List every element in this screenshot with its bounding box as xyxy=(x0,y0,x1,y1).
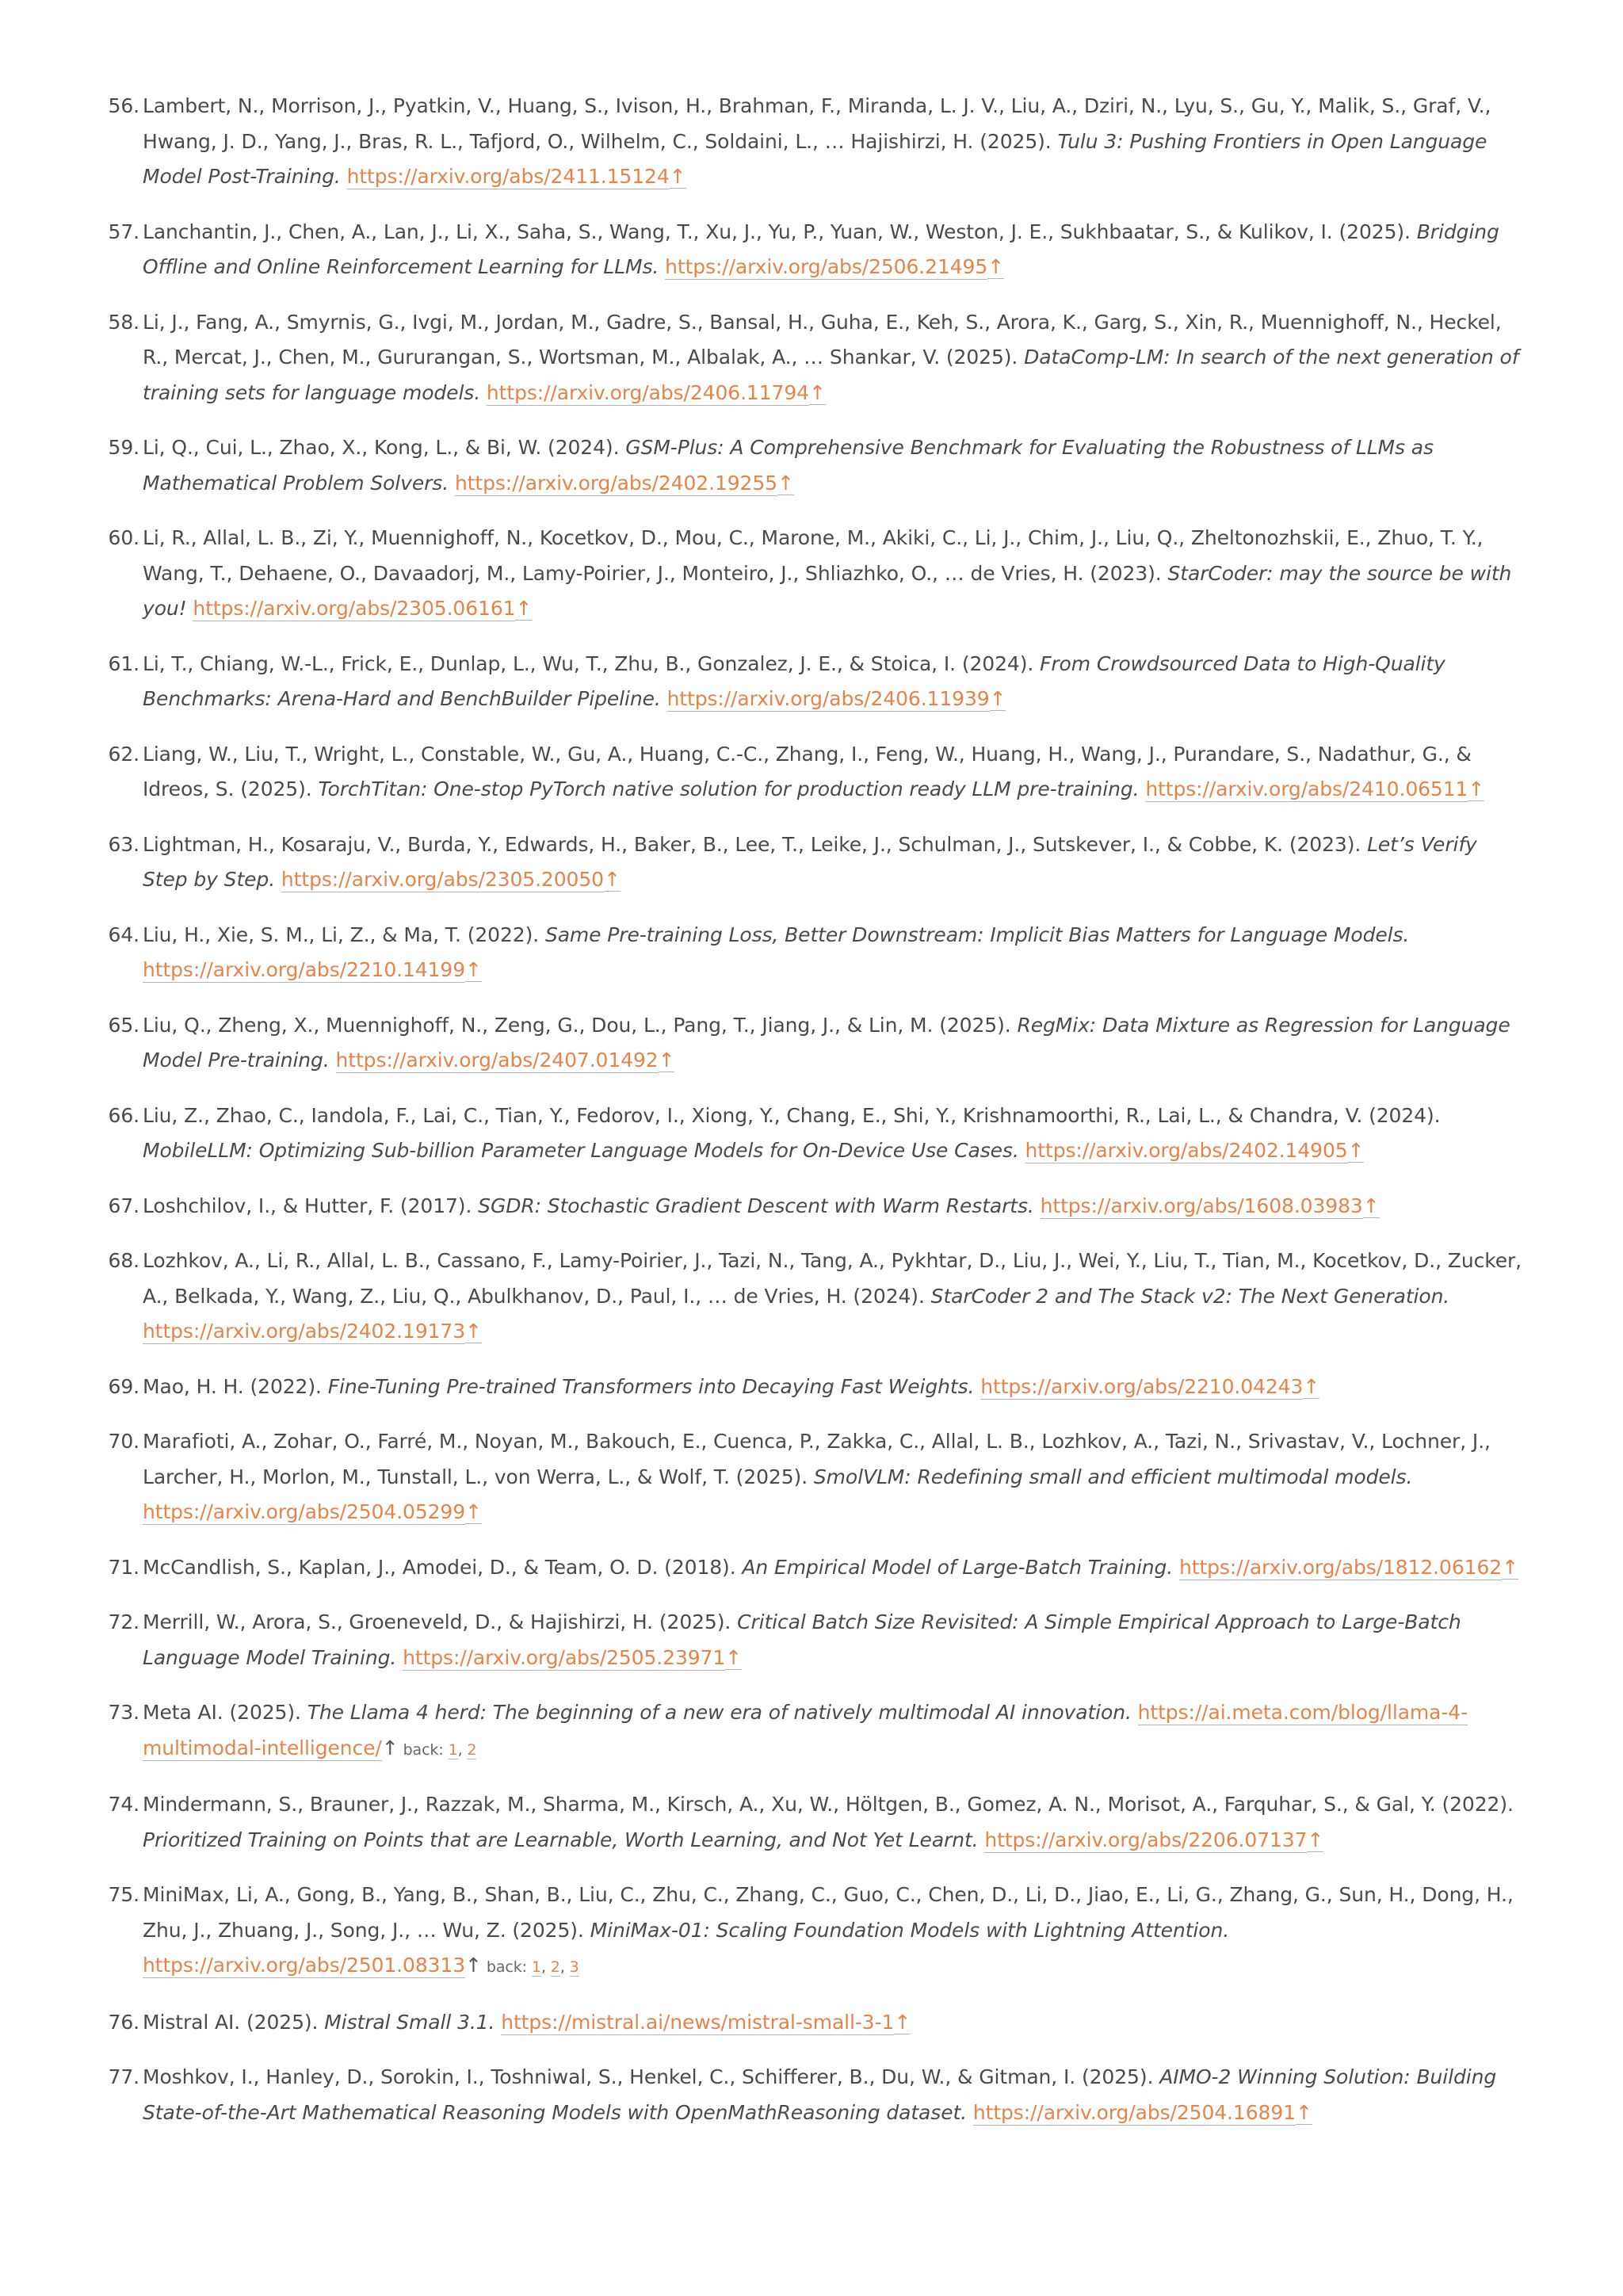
reference-number: 76. xyxy=(108,2010,139,2034)
reference-authors: Meta AI. (2025). xyxy=(143,1701,301,1724)
reference-item xyxy=(103,918,1522,988)
reference-title: Same Pre-training Loss, Better Downstream: Implicit Bias Matters for Language Models. xyxy=(544,923,1410,946)
backlink-arrow-icon[interactable]: ↑ xyxy=(808,380,826,404)
reference-title: Bridging Offline and Online Reinforcement Learning for LLMs. xyxy=(143,220,1499,278)
reference-authors: McCandlish, S., Kaplan, J., Amodei, D., & Team, O. D. (2018). xyxy=(143,1555,736,1579)
reference-item xyxy=(103,89,1522,195)
reference-number: 69. xyxy=(108,1374,139,1398)
reference-title: GSM-Plus: A Comprehensive Benchmark for Evaluating the Robustness of LLMs as Mathematical Problem Solvers. xyxy=(143,436,1434,495)
reference-number: 59. xyxy=(108,436,139,459)
backlink[interactable]: 1 xyxy=(531,1958,541,1976)
reference-number: 65. xyxy=(108,1013,139,1037)
reference-item xyxy=(103,1008,1522,1079)
reference-authors: Marafioti, A., Zohar, O., Farré, M., Noyan, M., Bakouch, E., Cuenca, P., Zakka, C., Allal, L. B., Lozhkov, A., Tazi, N., Srivastav, V., Lochner, J., Larcher, H., Morlon, M., Tunstall, L., von Werra, L., & Wolf, T. (2025). xyxy=(143,1430,1491,1488)
reference-link[interactable]: https://arxiv.org/abs/2305.20050 xyxy=(281,868,604,891)
backlink[interactable]: 2 xyxy=(467,1740,477,1759)
reference-number: 56. xyxy=(108,94,139,117)
backlink-arrow-icon[interactable]: ↑ xyxy=(465,1954,482,1977)
reference-link[interactable]: https://arxiv.org/abs/2407.01492 xyxy=(335,1049,659,1072)
reference-number: 57. xyxy=(108,220,139,243)
reference-item xyxy=(103,1244,1522,1350)
reference-number: 71. xyxy=(108,1555,139,1579)
backlink-arrow-icon[interactable]: ↑ xyxy=(465,1320,482,1343)
reference-link[interactable]: https://arxiv.org/abs/2406.11794 xyxy=(486,380,809,404)
reference-item xyxy=(103,1605,1522,1675)
reference-item xyxy=(103,1189,1522,1224)
reference-authors: Liu, H., Xie, S. M., Li, Z., & Ma, T. (2022). xyxy=(143,923,540,946)
reference-title: SGDR: Stochastic Gradient Descent with Warm Restarts. xyxy=(478,1194,1034,1217)
reference-title: Tulu 3: Pushing Frontiers in Open Language Model Post-Training. xyxy=(143,129,1487,188)
reference-number: 70. xyxy=(108,1430,139,1453)
backlink-arrow-icon[interactable]: ↑ xyxy=(1468,777,1485,800)
reference-link[interactable]: https://arxiv.org/abs/2402.14905 xyxy=(1025,1139,1348,1162)
backlink-arrow-icon[interactable]: ↑ xyxy=(777,471,794,495)
reference-number: 62. xyxy=(108,742,139,766)
reference-number: 73. xyxy=(108,1701,139,1724)
backlink-arrow-icon[interactable]: ↑ xyxy=(515,597,533,620)
reference-link[interactable]: https://arxiv.org/abs/2210.04243 xyxy=(980,1374,1304,1398)
reference-number: 75. xyxy=(108,1883,139,1906)
reference-authors: Lanchantin, J., Chen, A., Lan, J., Li, X., Saha, S., Wang, T., Xu, J., Yu, P., Yuan, W., Weston, J. E., Sukhbaatar, S., & Kulikov, I. (2025). xyxy=(143,220,1411,243)
backlink-arrow-icon[interactable]: ↑ xyxy=(1347,1139,1365,1162)
reference-number: 77. xyxy=(108,2065,139,2088)
backlink-arrow-icon[interactable]: ↑ xyxy=(658,1049,675,1072)
reference-title: SmolVLM: Redefining small and efficient multimodal models. xyxy=(813,1465,1413,1488)
reference-authors: Li, T., Chiang, W.-L., Frick, E., Dunlap, L., Wu, T., Zhu, B., Gonzalez, J. E., & Stoica, I. (2024). xyxy=(143,651,1034,675)
reference-title: An Empirical Model of Large-Batch Training. xyxy=(742,1555,1174,1579)
backlink-arrow-icon[interactable]: ↑ xyxy=(987,255,1005,278)
reference-number: 61. xyxy=(108,651,139,675)
reference-link[interactable]: https://arxiv.org/abs/2402.19173 xyxy=(143,1320,466,1343)
reference-link[interactable]: https://arxiv.org/abs/2206.07137 xyxy=(984,1828,1308,1851)
backlink-arrow-icon[interactable]: ↑ xyxy=(894,2010,911,2034)
reference-authors: Liang, W., Liu, T., Wright, L., Constable, W., Gu, A., Huang, C.-C., Zhang, I., Feng, W., Huang, H., Wang, J., Purandare, S., Nadathur, G., & Idreos, S. (2025). xyxy=(143,742,1472,800)
reference-title: MiniMax-01: Scaling Foundation Models with Lightning Attention. xyxy=(590,1918,1230,1942)
backlink-arrow-icon[interactable]: ↑ xyxy=(465,958,482,981)
reference-link[interactable]: https://arxiv.org/abs/2410.06511 xyxy=(1145,777,1468,800)
reference-title: TorchTitan: One-stop PyTorch native solution for production ready LLM pre-training. xyxy=(318,777,1140,800)
reference-item xyxy=(103,1370,1522,1405)
reference-number: 63. xyxy=(108,832,139,856)
reference-authors: Moshkov, I., Hanley, D., Sorokin, I., Toshniwal, S., Henkel, C., Schifferer, B., Du, W., & Gitman, I. (2025). xyxy=(143,2065,1154,2088)
reference-link[interactable]: https://mistral.ai/news/mistral-small-3-1 xyxy=(501,2010,895,2034)
backlink-arrow-icon[interactable]: ↑ xyxy=(1303,1374,1320,1398)
reference-number: 66. xyxy=(108,1103,139,1127)
backlink-arrow-icon[interactable]: ↑ xyxy=(1307,1828,1324,1851)
reference-list xyxy=(103,89,1522,2150)
reference-title: Mistral Small 3.1. xyxy=(324,2010,495,2034)
reference-number: 67. xyxy=(108,1194,139,1217)
backlink-arrow-icon[interactable]: ↑ xyxy=(465,1500,482,1523)
backlink-arrow-icon[interactable]: ↑ xyxy=(1295,2100,1312,2124)
reference-authors: Lightman, H., Kosaraju, V., Burda, Y., Edwards, H., Baker, B., Lee, T., Leike, J., Schulman, J., Sutskever, I., & Cobbe, K. (2023). xyxy=(143,832,1361,856)
reference-authors: Lozhkov, A., Li, R., Allal, L. B., Cassano, F., Lamy-Poirier, J., Tazi, N., Tang, A., Pykhtar, D., Liu, J., Wei, Y., Liu, T., Tian, M., Kocetkov, D., Zucker, A., Belkada, Y., Wang, Z., Liu, Q., Abulkhanov, D., Paul, I., … de Vries, H. (2024). xyxy=(143,1249,1522,1308)
reference-link[interactable]: https://arxiv.org/abs/2305.06161 xyxy=(193,597,516,620)
reference-number: 68. xyxy=(108,1249,139,1272)
reference-title: RegMix: Data Mixture as Regression for Language Model Pre-training. xyxy=(143,1013,1510,1072)
reference-item xyxy=(103,430,1522,501)
reference-number: 72. xyxy=(108,1610,139,1633)
reference-authors: Loshchilov, I., & Hutter, F. (2017). xyxy=(143,1194,472,1217)
reference-title: AIMO-2 Winning Solution: Building State-of-the-Art Mathematical Reasoning Models with OpenMathReasoning dataset. xyxy=(143,2065,1497,2124)
reference-title: Prioritized Training on Points that are Learnable, Worth Learning, and Not Yet Learnt. xyxy=(143,1828,979,1851)
reference-number: 58. xyxy=(108,310,139,334)
reference-link[interactable]: https://arxiv.org/abs/2504.16891 xyxy=(972,2100,1296,2124)
reference-authors: Mao, H. H. (2022). xyxy=(143,1374,322,1398)
reference-link[interactable]: https://arxiv.org/abs/2501.08313 xyxy=(143,1954,466,1977)
reference-number: 74. xyxy=(108,1793,139,1816)
reference-link[interactable]: https://arxiv.org/abs/1608.03983 xyxy=(1040,1194,1363,1217)
reference-link[interactable]: https://arxiv.org/abs/2402.19255 xyxy=(454,471,777,495)
backlinks-label: back: xyxy=(403,1740,444,1759)
reference-item xyxy=(103,215,1522,285)
reference-link[interactable]: https://arxiv.org/abs/2411.15124 xyxy=(346,165,670,188)
reference-item xyxy=(103,1878,1522,1985)
reference-item xyxy=(103,1424,1522,1530)
reference-link[interactable]: https://arxiv.org/abs/2506.21495 xyxy=(665,255,988,278)
backlink-arrow-icon[interactable]: ↑ xyxy=(1502,1555,1518,1579)
reference-item xyxy=(103,737,1522,808)
backlinks: back: 1, 2 xyxy=(403,1740,477,1759)
reference-link[interactable]: https://arxiv.org/abs/1812.06162 xyxy=(1179,1555,1503,1579)
reference-authors: Li, R., Allal, L. B., Zi, Y., Muennighoff, N., Kocetkov, D., Mou, C., Marone, M., Akiki, C., Li, J., Chim, J., Liu, Q., Zheltonozhskii, E., Zhuo, T. Y., Wang, T., Dehaene, O., Davaadorj, M., Lamy-Poirier, J., Monteiro, J., Shliazhko, O., … de Vries, H. (2023). xyxy=(143,526,1484,585)
reference-title: DataComp-LM: In search of the next generation of training sets for language models. xyxy=(143,346,1519,404)
reference-link[interactable]: https://arxiv.org/abs/2406.11939 xyxy=(666,687,990,710)
reference-item xyxy=(103,1098,1522,1169)
reference-item xyxy=(103,2060,1522,2130)
reference-authors: Lambert, N., Morrison, J., Pyatkin, V., Huang, S., Ivison, H., Brahman, F., Miranda, L. J. V., Liu, A., Dziri, N., Lyu, S., Gu, Y., Malik, S., Graf, V., Hwang, J. D., Yang, J., Bras, R. L., Tafjord, O., Wilhelm, C., Soldaini, L., … Hajishirzi, H. (2025). xyxy=(143,94,1491,153)
backlink-arrow-icon[interactable]: ↑ xyxy=(669,165,686,188)
backlink-arrow-icon[interactable]: ↑ xyxy=(989,687,1006,710)
reference-item xyxy=(103,1695,1522,1767)
reference-authors: Li, J., Fang, A., Smyrnis, G., Ivgi, M., Jordan, M., Gadre, S., Bansal, H., Guha, E., Keh, S., Arora, K., Garg, S., Xin, R., Muennighoff, N., Heckel, R., Mercat, J., Chen, M., Gururangan, S., Wortsman, M., Albalak, A., … Shankar, V. (2025). xyxy=(143,310,1502,369)
reference-authors: Mistral AI. (2025). xyxy=(143,2010,319,2034)
backlink[interactable]: 1 xyxy=(448,1740,458,1759)
reference-number: 64. xyxy=(108,923,139,946)
reference-authors: Li, Q., Cui, L., Zhao, X., Kong, L., & Bi, W. (2024). xyxy=(143,436,620,459)
reference-link[interactable]: https://arxiv.org/abs/2210.14199 xyxy=(143,958,466,981)
reference-authors: Liu, Q., Zheng, X., Muennighoff, N., Zeng, G., Dou, L., Pang, T., Jiang, J., & Lin, M. (2025). xyxy=(143,1013,1011,1037)
reference-authors: Mindermann, S., Brauner, J., Razzak, M., Sharma, M., Kirsch, A., Xu, W., Höltgen, B., Gomez, A. N., Morisot, A., Farquhar, S., & Gal, Y. (2022). xyxy=(143,1793,1514,1816)
reference-authors: MiniMax, Li, A., Gong, B., Yang, B., Shan, B., Liu, C., Zhu, C., Zhang, C., Guo, C., Chen, D., Li, D., Jiao, E., Li, G., Zhang, G., Sun, H., Dong, H., Zhu, J., Zhuang, J., Song, J., … Wu, Z. (2025). xyxy=(143,1883,1514,1942)
reference-authors: Liu, Z., Zhao, C., Iandola, F., Lai, C., Tian, Y., Fedorov, I., Xiong, Y., Chang, E., Shi, Y., Krishnamoorthi, R., Lai, L., & Chandra, V. (2024). xyxy=(143,1103,1441,1127)
reference-item xyxy=(103,305,1522,411)
backlinks: back: 1, 2, 3 xyxy=(486,1958,579,1976)
reference-title: Let’s Verify Step by Step. xyxy=(143,832,1477,891)
backlink-arrow-icon[interactable]: ↑ xyxy=(1362,1194,1380,1217)
backlink-arrow-icon[interactable]: ↑ xyxy=(725,1645,743,1669)
reference-link[interactable]: https://ai.meta.com/blog/llama-4-multimodal-intelligence/ xyxy=(143,1701,1468,1759)
reference-title: StarCoder 2 and The Stack v2: The Next Generation. xyxy=(930,1284,1450,1308)
reference-title: StarCoder: may the source be with you! xyxy=(143,561,1512,620)
reference-title: From Crowdsourced Data to High-Quality Benchmarks: Arena-Hard and BenchBuilder Pipeline. xyxy=(143,651,1445,710)
reference-item xyxy=(103,1550,1522,1586)
reference-link[interactable]: https://arxiv.org/abs/2505.23971 xyxy=(403,1645,726,1669)
reference-item xyxy=(103,647,1522,717)
reference-authors: Merrill, W., Arora, S., Groeneveld, D., & Hajishirzi, H. (2025). xyxy=(143,1610,731,1633)
reference-item xyxy=(103,2005,1522,2041)
backlink-arrow-icon[interactable]: ↑ xyxy=(603,868,621,891)
backlinks-label: back: xyxy=(486,1958,527,1976)
reference-title: Fine-Tuning Pre-trained Transformers into Decaying Fast Weights. xyxy=(327,1374,975,1398)
reference-item xyxy=(103,521,1522,627)
backlink[interactable]: 2 xyxy=(550,1958,560,1976)
reference-item xyxy=(103,1787,1522,1858)
backlink[interactable]: 3 xyxy=(569,1958,579,1976)
reference-title: Critical Batch Size Revisited: A Simple Empirical Approach to Large-Batch Language Model Training. xyxy=(143,1610,1461,1669)
backlink-arrow-icon[interactable]: ↑ xyxy=(381,1736,399,1759)
reference-link[interactable]: https://arxiv.org/abs/2504.05299 xyxy=(143,1500,466,1523)
reference-title: MobileLLM: Optimizing Sub-billion Parameter Language Models for On-Device Use Cases. xyxy=(143,1139,1019,1162)
reference-number: 60. xyxy=(108,526,139,549)
reference-item xyxy=(103,827,1522,898)
reference-title: The Llama 4 herd: The beginning of a new era of natively multimodal AI innovation. xyxy=(307,1701,1132,1724)
